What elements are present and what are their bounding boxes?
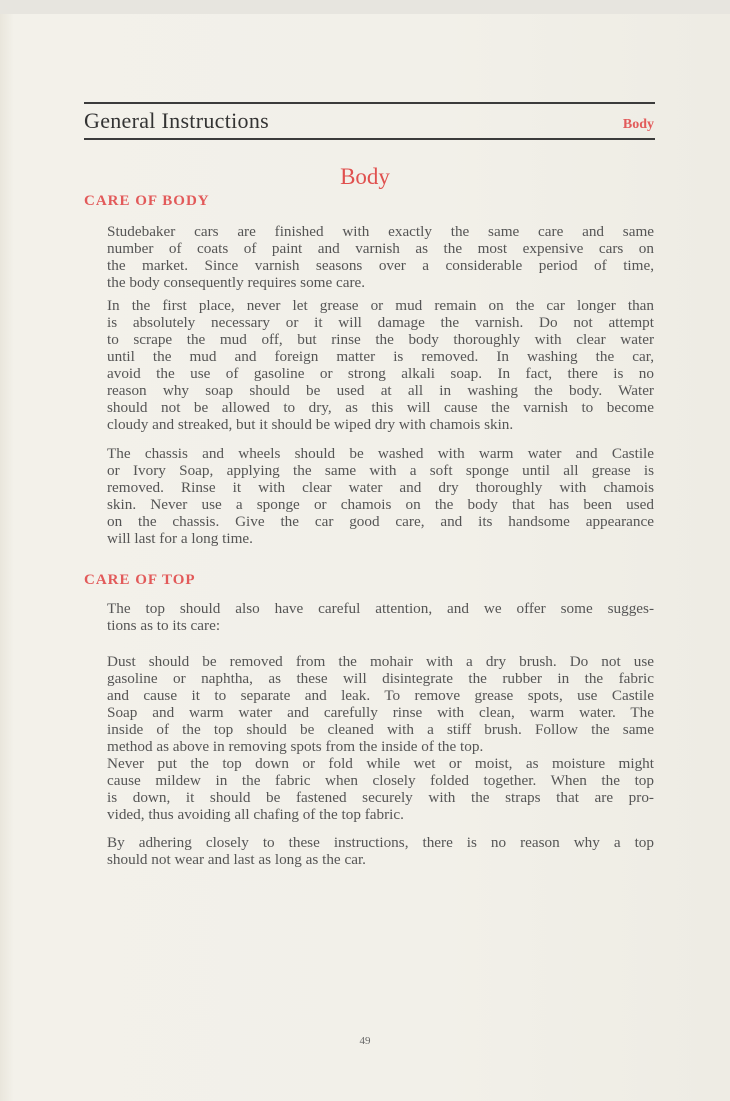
text-line: gasoline or naphtha, as these will disintegrate the rubber in the fabric [107,670,654,687]
text-line: to scrape the mud off, but rinse the body thoroughly with clear water [107,331,654,348]
text-line: inside of the top should be cleaned with a stiff brush. Follow the same [107,721,654,738]
text-line: on the chassis. Give the car good care, and its handsome appearance [107,513,654,530]
text-line: The chassis and wheels should be washed with warm water and Castile [107,445,654,462]
text-line: should not be allowed to dry, as this will cause the varnish to become [107,399,654,416]
section-heading: CARE OF TOP [84,572,196,588]
paragraph [107,445,654,547]
text-line: or Ivory Soap, applying the same with a soft sponge until all grease is [107,462,654,479]
text-line: the body consequently requires some care. [107,274,366,291]
header-rule-bottom [84,138,655,140]
page-title: Body [340,164,390,189]
text-line: Studebaker cars are finished with exactly the same care and same [107,223,654,240]
paragraph [107,653,654,755]
scan-margin [0,0,730,14]
page-number: 49 [359,1035,371,1047]
text-line: is down, it should be fastened securely with the straps that are pro- [107,789,654,806]
text-line: removed. Rinse it with clear water and dry thoroughly with chamois [107,479,654,496]
text-line: should not wear and last as long as the car. [107,851,366,868]
paragraph [107,600,654,634]
paragraph [107,834,654,868]
paragraph [107,755,654,823]
text-line: Soap and warm water and carefully rinse with clean, warm water. The [107,704,654,721]
text-line: By adhering closely to these instructions, there is no reason why a top [107,834,654,851]
text-line: number of coats of paint and varnish as the most expensive cars on [107,240,654,257]
text-line: cause mildew in the fabric when closely folded together. When the top [107,772,654,789]
text-line: until the mud and foreign matter is removed. In washing the car, [107,348,654,365]
text-line: avoid the use of gasoline or strong alkali soap. In fact, there is no [107,365,654,382]
header-rule-top [84,102,655,104]
text-line: and cause it to separate and leak. To remove grease spots, use Castile [107,687,654,704]
text-line: tions as to its care: [107,617,221,634]
text-line: method as above in removing spots from the inside of the top. [107,738,484,755]
text-line: reason why soap should be used at all in washing the body. Water [107,382,654,399]
paragraph [107,297,654,433]
text-line: In the first place, never let grease or mud remain on the car longer than [107,297,654,314]
running-header-title: General Instructions [84,108,269,133]
text-line: cloudy and streaked, but it should be wiped dry with chamois skin. [107,416,514,433]
text-line: will last for a long time. [107,530,253,547]
text-line: Dust should be removed from the mohair with a dry brush. Do not use [107,653,654,670]
section-heading: CARE OF BODY [84,193,210,209]
text-line: Never put the top down or fold while wet or moist, as moisture might [107,755,654,772]
paragraph [107,223,654,291]
text-line: skin. Never use a sponge or chamois on the body that has been used [107,496,654,513]
text-line: The top should also have careful attention, and we offer some sugges- [107,600,654,617]
text-line: vided, thus avoiding all chafing of the top fabric. [107,806,404,823]
text-line: is absolutely necessary or it will damage the varnish. Do not attempt [107,314,654,331]
running-header-section: Body [622,117,654,132]
text-line: the market. Since varnish seasons over a considerable period of time, [107,257,654,274]
